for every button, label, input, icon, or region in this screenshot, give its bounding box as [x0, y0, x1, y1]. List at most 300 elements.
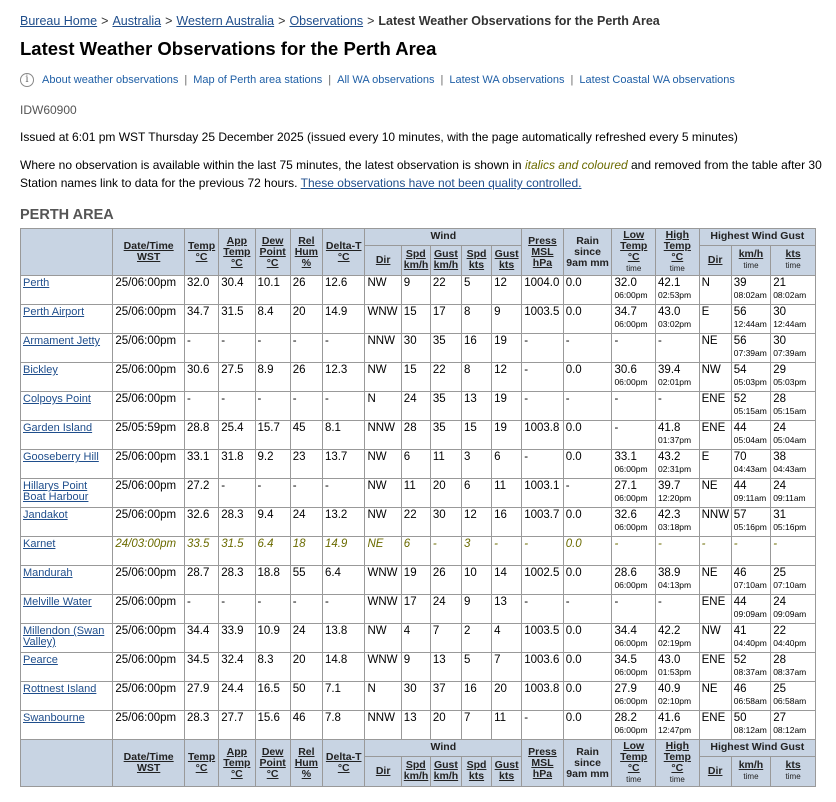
issued-text: Issued at 6:01 pm WST Thursday 25 December 2025 (issued every 10 minutes, with the page automatically refreshed every 5 minutes) — [20, 130, 738, 144]
cell-app: 32.4 — [219, 653, 255, 682]
cell-gust-kts: 24 09:11am — [771, 479, 816, 508]
cell-spdk: 6 — [461, 479, 491, 508]
cell-spd: 4 — [401, 624, 430, 653]
cell-dtdelta: 6.4 — [322, 566, 365, 595]
table-header: Date/Time WST Temp °C App Temp °C Dew Point °C Rel Hum % Delta-T °C Wind Press MSL hPa Rain since 9am mm Low Temp °C time High Temp °C time Highest Wind Gust Dir Spd km/h Gust km/h Spd kts Gust kts Dir km/h time kts time — [21, 229, 816, 276]
cell-dir: NE — [365, 537, 401, 566]
table-row — [21, 595, 816, 624]
cell-high: - — [656, 537, 700, 566]
cell-app: 24.4 — [219, 682, 255, 711]
section-title: PERTH AREA — [20, 207, 114, 223]
cell-spdk: 7 — [461, 711, 491, 740]
cell-temp: 28.7 — [184, 566, 218, 595]
cell-gust-kmh: 41 04:40pm — [731, 624, 770, 653]
cell-gust-kts: - — [771, 537, 816, 566]
cell-dir: NW — [365, 624, 401, 653]
cell-dtdelta: 12.3 — [322, 363, 365, 392]
cell-gustk: 20 — [492, 682, 522, 711]
cell-dir: WNW — [365, 653, 401, 682]
cell-temp: - — [184, 595, 218, 624]
cell-dt: 25/06:00pm — [113, 711, 185, 740]
related-links: i About weather observations | Map of Perth area stations | All WA observations | Latest WA observations | Latest Coastal WA observations — [20, 73, 735, 87]
cell-gust: 35 — [430, 392, 461, 421]
cell-high: 42.1 02:53pm — [656, 276, 700, 305]
cell-temp: 33.5 — [184, 537, 218, 566]
cell-gust-kts: 28 08:37am — [771, 653, 816, 682]
cell-dew: 15.6 — [255, 711, 290, 740]
cell-rh: 45 — [290, 421, 322, 450]
station-cell — [21, 276, 113, 305]
breadcrumb-bureau-home[interactable]: Bureau Home — [20, 14, 98, 28]
cell-gust: 20 — [430, 711, 461, 740]
cell-gust-kts: 28 05:15am — [771, 392, 816, 421]
table-row — [21, 392, 816, 421]
cell-gust-dir: NE — [699, 334, 731, 363]
cell-gust: 22 — [430, 276, 461, 305]
cell-gust-dir: NW — [699, 624, 731, 653]
cell-gustk: 13 — [492, 595, 522, 624]
station-link[interactable]: Armament Jetty — [23, 335, 101, 347]
cell-temp: 28.3 — [184, 711, 218, 740]
table-row — [21, 479, 816, 508]
cell-gust-dir: N — [699, 276, 731, 305]
cell-press: - — [522, 537, 564, 566]
cell-dtdelta: - — [322, 392, 365, 421]
cell-gust-kmh: 46 06:58am — [731, 682, 770, 711]
cell-rh: - — [290, 392, 322, 421]
cell-dir: NNW — [365, 334, 401, 363]
product-id: IDW60900 — [20, 103, 77, 117]
cell-temp: - — [184, 392, 218, 421]
cell-gust-dir: ENE — [699, 421, 731, 450]
cell-high: 43.2 02:31pm — [656, 450, 700, 479]
cell-rain: 0.0 — [563, 450, 612, 479]
station-cell — [21, 566, 113, 595]
station-note: Station names link to data for the previous 72 hours. These observations have not been quality controlled. — [20, 176, 582, 190]
cell-dt: 25/06:00pm — [113, 682, 185, 711]
table-row — [21, 508, 816, 537]
cell-temp: 34.4 — [184, 624, 218, 653]
station-cell — [21, 450, 113, 479]
cell-gust: 30 — [430, 508, 461, 537]
cell-app: 31.5 — [219, 305, 255, 334]
cell-press: 1003.8 — [522, 682, 564, 711]
cell-app: 31.5 — [219, 537, 255, 566]
cell-dir: NW — [365, 276, 401, 305]
cell-spdk: 8 — [461, 305, 491, 334]
cell-press: - — [522, 595, 564, 624]
cell-low: 32.0 06:00pm — [612, 276, 656, 305]
cell-spdk: 3 — [461, 537, 491, 566]
cell-gust-dir: E — [699, 305, 731, 334]
cell-dt: 25/06:00pm — [113, 653, 185, 682]
table-row — [21, 421, 816, 450]
cell-spdk: 16 — [461, 682, 491, 711]
cell-spd: 15 — [401, 363, 430, 392]
cell-dt: 24/03:00pm — [113, 537, 185, 566]
station-cell — [21, 392, 113, 421]
cell-app: 31.8 — [219, 450, 255, 479]
table-row — [21, 276, 816, 305]
cell-gust-dir: NE — [699, 479, 731, 508]
station-cell — [21, 479, 113, 508]
cell-press: - — [522, 334, 564, 363]
cell-rain: - — [563, 479, 612, 508]
station-link[interactable]: Perth Airport — [23, 306, 85, 318]
cell-rain: 0.0 — [563, 682, 612, 711]
cell-rain: 0.0 — [563, 653, 612, 682]
cell-dt: 25/06:00pm — [113, 508, 185, 537]
cell-rh: 46 — [290, 711, 322, 740]
cell-press: 1003.8 — [522, 421, 564, 450]
link-all-wa[interactable]: All WA observations — [337, 74, 435, 86]
cell-gust-kmh: 39 08:02am — [731, 276, 770, 305]
station-link[interactable]: Hillarys Point Boat Harbour — [23, 480, 89, 503]
cell-dew: - — [255, 479, 290, 508]
cell-dew: 6.4 — [255, 537, 290, 566]
station-link[interactable]: Garden Island — [23, 422, 93, 434]
table-footer: Date/Time WST Temp °C App Temp °C Dew Point °C Rel Hum % Delta-T °C Wind Press MSL hPa Rain since 9am mm Low Temp °C time High Temp °C time Highest Wind Gust Dir Spd km/h Gust km/h Spd kts Gust kts Dir km/h time kts time — [21, 740, 816, 787]
cell-app: - — [219, 334, 255, 363]
cell-spd: 13 — [401, 711, 430, 740]
cell-dew: 10.9 — [255, 624, 290, 653]
cell-temp: 34.5 — [184, 653, 218, 682]
cell-gustk: 11 — [492, 711, 522, 740]
cell-dt: 25/06:00pm — [113, 392, 185, 421]
cell-rh: 24 — [290, 508, 322, 537]
cell-dt: 25/06:00pm — [113, 595, 185, 624]
cell-gust: - — [430, 537, 461, 566]
cell-temp: 32.6 — [184, 508, 218, 537]
link-latest-coastal-wa[interactable]: Latest Coastal WA observations — [579, 74, 735, 86]
observations-table — [20, 228, 816, 787]
breadcrumb-observations[interactable]: Observations — [289, 14, 364, 28]
cell-low: 28.2 06:00pm — [612, 711, 656, 740]
cell-gust-dir: ENE — [699, 595, 731, 624]
station-link[interactable]: Swanbourne — [23, 712, 85, 724]
station-link[interactable]: Pearce — [23, 654, 58, 666]
cell-spdk: 16 — [461, 334, 491, 363]
link-latest-wa[interactable]: Latest WA observations — [449, 74, 565, 86]
station-cell — [21, 537, 113, 566]
cell-dew: - — [255, 392, 290, 421]
cell-gust: 22 — [430, 363, 461, 392]
info-icon: i — [20, 73, 34, 87]
cell-spd: 30 — [401, 334, 430, 363]
cell-press: 1004.0 — [522, 276, 564, 305]
cell-app: 25.4 — [219, 421, 255, 450]
cell-spd: 6 — [401, 537, 430, 566]
cell-gust-kts: 38 04:43am — [771, 450, 816, 479]
cell-gustk: 19 — [492, 392, 522, 421]
cell-low: 34.7 06:00pm — [612, 305, 656, 334]
cell-gust: 20 — [430, 479, 461, 508]
cell-press: 1002.5 — [522, 566, 564, 595]
station-cell — [21, 508, 113, 537]
cell-gust: 13 — [430, 653, 461, 682]
station-link[interactable]: Karnet — [23, 538, 56, 550]
cell-spd: 19 — [401, 566, 430, 595]
cell-spdk: 12 — [461, 508, 491, 537]
cell-temp: 30.6 — [184, 363, 218, 392]
cell-dtdelta: 13.2 — [322, 508, 365, 537]
station-cell — [21, 595, 113, 624]
cell-rain: 0.0 — [563, 363, 612, 392]
table-row — [21, 334, 816, 363]
cell-gust-kts: 24 09:09am — [771, 595, 816, 624]
cell-dew: 9.2 — [255, 450, 290, 479]
breadcrumb-australia[interactable]: Australia — [112, 14, 162, 28]
cell-dtdelta: - — [322, 595, 365, 624]
link-about-observations[interactable]: About weather observations — [42, 74, 179, 86]
table-row — [21, 653, 816, 682]
cell-gust-kts: 30 07:39am — [771, 334, 816, 363]
cell-low: 32.6 06:00pm — [612, 508, 656, 537]
cell-dt: 25/06:00pm — [113, 450, 185, 479]
cell-rain: 0.0 — [563, 305, 612, 334]
cell-high: 41.8 01:37pm — [656, 421, 700, 450]
cell-app: - — [219, 392, 255, 421]
cell-app: 33.9 — [219, 624, 255, 653]
cell-gust: 7 — [430, 624, 461, 653]
cell-dew: - — [255, 595, 290, 624]
cell-gust-dir: ENE — [699, 653, 731, 682]
breadcrumb-western-australia[interactable]: Western Australia — [176, 14, 275, 28]
cell-gustk: 19 — [492, 334, 522, 363]
station-cell — [21, 711, 113, 740]
cell-dtdelta: 8.1 — [322, 421, 365, 450]
cell-spdk: 3 — [461, 450, 491, 479]
cell-low: - — [612, 334, 656, 363]
cell-low: 28.6 06:00pm — [612, 566, 656, 595]
cell-spdk: 13 — [461, 392, 491, 421]
cell-spdk: 5 — [461, 653, 491, 682]
cell-low: - — [612, 595, 656, 624]
cell-high: 43.0 03:02pm — [656, 305, 700, 334]
cell-rh: 18 — [290, 537, 322, 566]
cell-rh: 24 — [290, 624, 322, 653]
cell-gust-kts: 25 07:10am — [771, 566, 816, 595]
cell-spd: 17 — [401, 595, 430, 624]
cell-rain: 0.0 — [563, 508, 612, 537]
station-link[interactable]: Mandurah — [23, 567, 73, 579]
cell-dew: - — [255, 334, 290, 363]
cell-low: - — [612, 537, 656, 566]
cell-spd: 28 — [401, 421, 430, 450]
cell-dt: 25/05:59pm — [113, 421, 185, 450]
cell-dtdelta: 14.9 — [322, 305, 365, 334]
cell-temp: 28.8 — [184, 421, 218, 450]
station-link[interactable]: Colpoys Point — [23, 393, 91, 405]
cell-gust-kmh: 54 05:03pm — [731, 363, 770, 392]
table-row — [21, 566, 816, 595]
cell-gust-kmh: 57 05:16pm — [731, 508, 770, 537]
cell-dir: NW — [365, 479, 401, 508]
cell-dir: WNW — [365, 595, 401, 624]
cell-gustk: 12 — [492, 276, 522, 305]
cell-rain: - — [563, 595, 612, 624]
cell-gust-dir: ENE — [699, 711, 731, 740]
cell-gust-dir: NE — [699, 566, 731, 595]
station-cell — [21, 624, 113, 653]
cell-dtdelta: 13.8 — [322, 624, 365, 653]
cell-gust-dir: NE — [699, 682, 731, 711]
cell-dew: 8.4 — [255, 305, 290, 334]
cell-gust: 17 — [430, 305, 461, 334]
cell-rh: 50 — [290, 682, 322, 711]
station-link[interactable]: Millendon (Swan Valley) — [23, 625, 105, 648]
cell-dew: 10.1 — [255, 276, 290, 305]
cell-gust-kmh: 52 08:37am — [731, 653, 770, 682]
cell-temp: 27.9 — [184, 682, 218, 711]
cell-high: - — [656, 392, 700, 421]
station-link[interactable]: Perth — [23, 277, 50, 289]
cell-temp: 33.1 — [184, 450, 218, 479]
cell-temp: - — [184, 334, 218, 363]
cell-press: - — [522, 392, 564, 421]
cell-dir: NNW — [365, 421, 401, 450]
cell-gustk: 19 — [492, 421, 522, 450]
cell-gust-kts: 27 08:12am — [771, 711, 816, 740]
cell-gustk: 16 — [492, 508, 522, 537]
station-cell — [21, 334, 113, 363]
cell-dew: 9.4 — [255, 508, 290, 537]
cell-rh: 55 — [290, 566, 322, 595]
cell-rh: - — [290, 334, 322, 363]
cell-press: 1003.7 — [522, 508, 564, 537]
cell-gust-kts: 25 06:58am — [771, 682, 816, 711]
cell-gust-dir: NW — [699, 363, 731, 392]
cell-gust-kts: 31 05:16pm — [771, 508, 816, 537]
cell-gust-kts: 30 12:44am — [771, 305, 816, 334]
cell-spd: 11 — [401, 479, 430, 508]
cell-app: 27.5 — [219, 363, 255, 392]
cell-gust-kmh: - — [731, 537, 770, 566]
cell-dir: WNW — [365, 305, 401, 334]
cell-gustk: 12 — [492, 363, 522, 392]
cell-high: 43.0 01:53pm — [656, 653, 700, 682]
cell-dtdelta: - — [322, 479, 365, 508]
cell-high: 41.6 12:47pm — [656, 711, 700, 740]
table-row — [21, 711, 816, 740]
cell-gust-kmh: 46 07:10am — [731, 566, 770, 595]
table-row — [21, 682, 816, 711]
cell-spd: 9 — [401, 653, 430, 682]
station-cell — [21, 421, 113, 450]
table-row — [21, 624, 816, 653]
cell-low: 34.4 06:00pm — [612, 624, 656, 653]
cell-dtdelta: 7.8 — [322, 711, 365, 740]
cell-rh: 20 — [290, 305, 322, 334]
cell-gust-kmh: 44 09:11am — [731, 479, 770, 508]
cell-dew: 15.7 — [255, 421, 290, 450]
cell-gustk: 6 — [492, 450, 522, 479]
cell-spdk: 15 — [461, 421, 491, 450]
cell-dir: NNW — [365, 711, 401, 740]
cell-dt: 25/06:00pm — [113, 363, 185, 392]
cell-gust: 11 — [430, 450, 461, 479]
cell-spdk: 5 — [461, 276, 491, 305]
cell-press: - — [522, 363, 564, 392]
cell-gust-kts: 21 08:02am — [771, 276, 816, 305]
cell-rh: - — [290, 479, 322, 508]
cell-dir: WNW — [365, 566, 401, 595]
table-row — [21, 305, 816, 334]
cell-high: - — [656, 595, 700, 624]
station-link[interactable]: Bickley — [23, 364, 58, 376]
cell-gust-kmh: 44 05:04am — [731, 421, 770, 450]
station-link[interactable]: Melville Water — [23, 596, 92, 608]
cell-gustk: 9 — [492, 305, 522, 334]
breadcrumb-current: Latest Weather Observations for the Perth Area — [378, 14, 660, 28]
cell-gust: 35 — [430, 334, 461, 363]
cell-dt: 25/06:00pm — [113, 276, 185, 305]
cell-rh: 26 — [290, 276, 322, 305]
cell-gust: 37 — [430, 682, 461, 711]
cell-dtdelta: 7.1 — [322, 682, 365, 711]
cell-gust-kmh: 56 07:39am — [731, 334, 770, 363]
cell-gust-dir: E — [699, 450, 731, 479]
cell-gustk: 14 — [492, 566, 522, 595]
cell-press: 1003.5 — [522, 624, 564, 653]
cell-press: 1003.6 — [522, 653, 564, 682]
cell-gust-kmh: 70 04:43am — [731, 450, 770, 479]
cell-dir: NW — [365, 450, 401, 479]
cell-gust-kts: 22 04:40pm — [771, 624, 816, 653]
cell-dtdelta: 14.8 — [322, 653, 365, 682]
cell-dew: 16.5 — [255, 682, 290, 711]
cell-high: 40.9 02:10pm — [656, 682, 700, 711]
cell-dtdelta: - — [322, 334, 365, 363]
table-body — [21, 276, 816, 740]
station-link[interactable]: Jandakot — [23, 509, 68, 521]
cell-app: - — [219, 595, 255, 624]
station-link[interactable]: Rottnest Island — [23, 683, 97, 695]
cell-app: 27.7 — [219, 711, 255, 740]
cell-dir: N — [365, 392, 401, 421]
cell-rain: 0.0 — [563, 566, 612, 595]
cell-rain: 0.0 — [563, 711, 612, 740]
station-cell — [21, 305, 113, 334]
cell-rain: 0.0 — [563, 276, 612, 305]
cell-high: 39.4 02:01pm — [656, 363, 700, 392]
cell-rh: - — [290, 595, 322, 624]
table-row — [21, 363, 816, 392]
cell-low: 30.6 06:00pm — [612, 363, 656, 392]
station-cell — [21, 363, 113, 392]
cell-app: 28.3 — [219, 566, 255, 595]
station-link[interactable]: Gooseberry Hill — [23, 451, 99, 463]
cell-dt: 25/06:00pm — [113, 334, 185, 363]
cell-gust-kmh: 56 12:44am — [731, 305, 770, 334]
cell-gust-dir: - — [699, 537, 731, 566]
table-row — [21, 450, 816, 479]
cell-high: 39.7 12:20pm — [656, 479, 700, 508]
cell-dew: 18.8 — [255, 566, 290, 595]
cell-app: - — [219, 479, 255, 508]
quality-control-link[interactable]: These observations have not been quality controlled. — [300, 176, 582, 190]
table-row — [21, 537, 816, 566]
link-map-stations[interactable]: Map of Perth area stations — [193, 74, 323, 86]
cell-low: - — [612, 392, 656, 421]
cell-rh: 20 — [290, 653, 322, 682]
cell-spdk: 2 — [461, 624, 491, 653]
cell-dew: 8.3 — [255, 653, 290, 682]
availability-note: Where no observation is available within the last 75 minutes, the latest observation is shown in italics and coloured and removed from the table after 30 — [20, 158, 822, 172]
cell-gust-kmh: 52 05:15am — [731, 392, 770, 421]
cell-gustk: 11 — [492, 479, 522, 508]
cell-spd: 24 — [401, 392, 430, 421]
